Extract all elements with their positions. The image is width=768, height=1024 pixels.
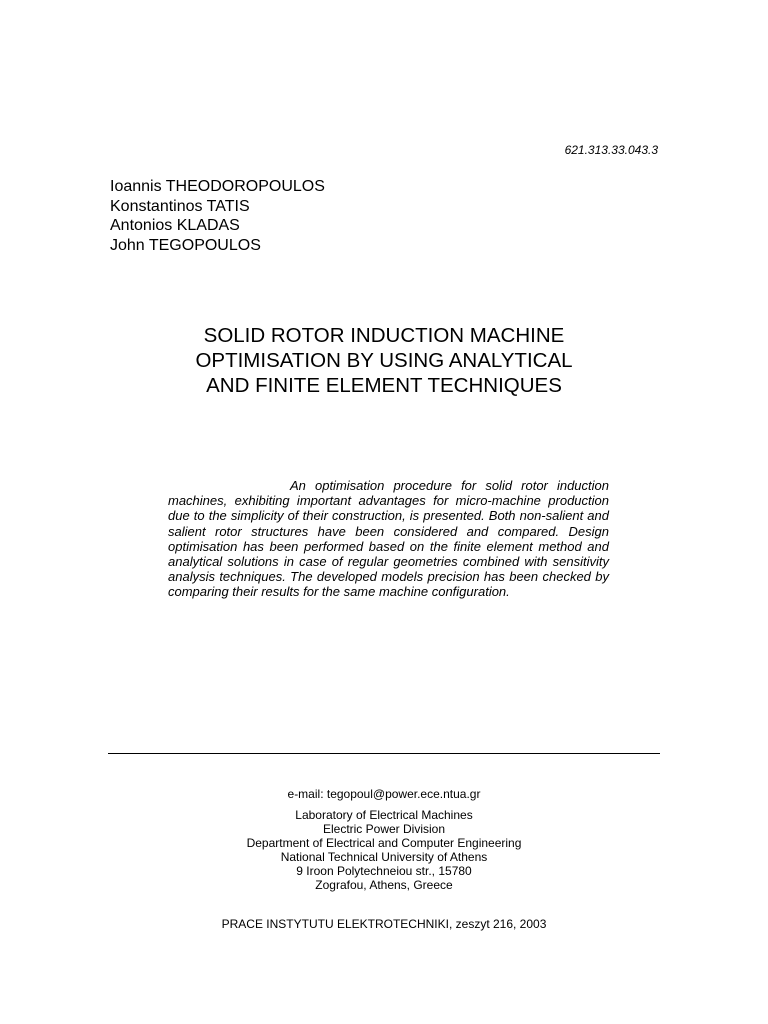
affiliation-line: National Technical University of Athens [280,850,488,865]
author-list [110,177,325,255]
udc-code: 621.313.33.043.3 [564,143,658,157]
author-name: Ioannis THEODOROPOULOS [110,178,325,195]
contact-email: e-mail: tegopoul@power.ece.ntua.gr [287,787,481,801]
title-line: SOLID ROTOR INDUCTION MACHINE [203,324,565,347]
affiliation-line: Zografou, Athens, Greece [315,878,453,893]
affiliation-line: Electric Power Division [322,822,446,837]
affiliation-block [110,808,658,893]
affiliation-line: Department of Electrical and Computer Engineering [246,836,522,851]
title-line: OPTIMISATION BY USING ANALYTICAL [195,349,573,372]
author-name: John TEGOPOULOS [110,236,261,254]
abstract-text: An optimisation procedure for solid rotor induction machines, exhibiting important advantages for micro-machine production due to the simplicity of their construction, is presented. Both non-salient and salient rotor structures have been considered and compared. Design optimisation has been performed based on the finite element method and analytical solutions in case of regular geometries combined with sensitivity analysis techniques. The developed models precision has been checked by comparing their results for the same machine configuration. [168,478,609,600]
paper-title [110,323,658,398]
footnote-divider [108,753,660,754]
journal-reference: PRACE INSTYTUTU ELEKTROTECHNIKI, zeszyt 216, 2003 [221,917,547,931]
affiliation-line: 9 Iroon Polytechneiou str., 15780 [296,864,472,879]
title-line: AND FINITE ELEMENT TECHNIQUES [206,374,562,397]
author-name: Antonios KLADAS [110,217,240,234]
affiliation-line: Laboratory of Electrical Machines [295,808,473,822]
author-name: Konstantinos TATIS [110,197,250,215]
